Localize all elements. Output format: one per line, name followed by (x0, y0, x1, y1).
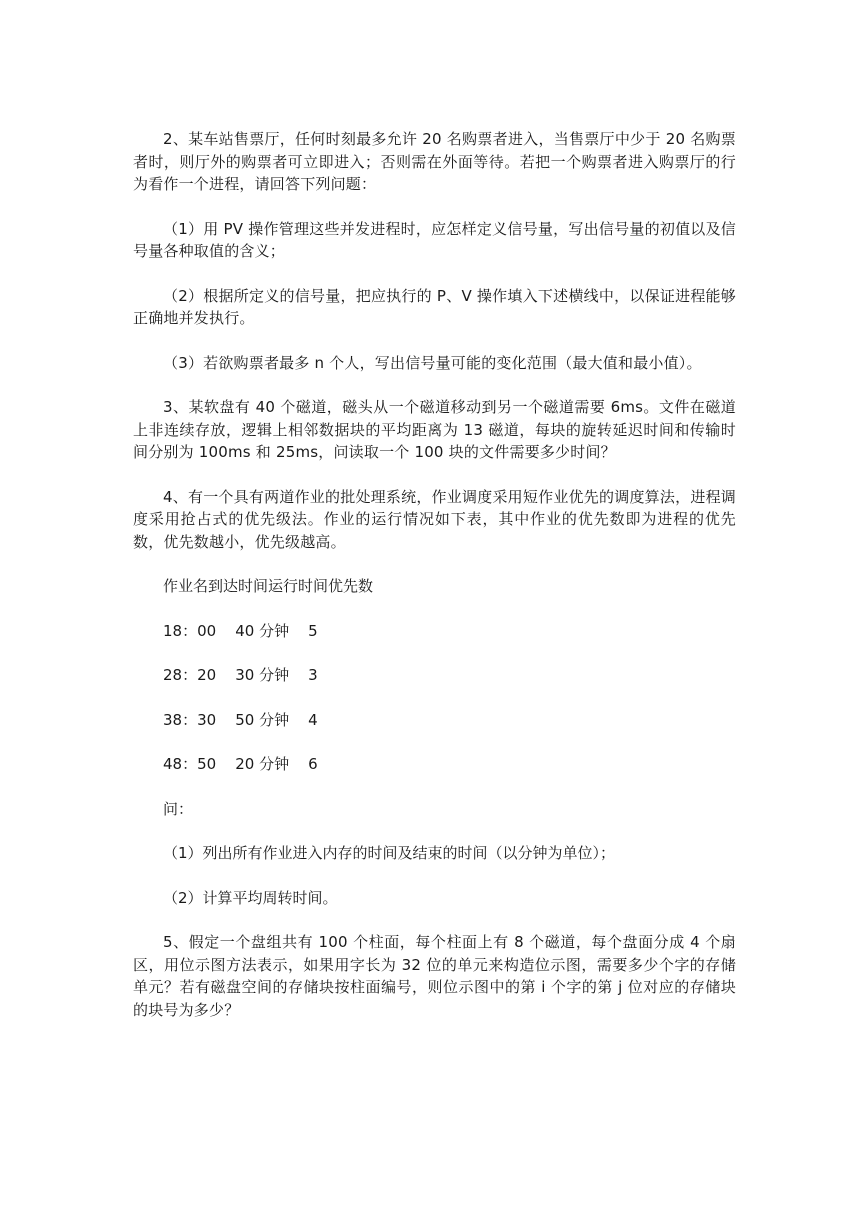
job-table-row: 48：50 20 分钟 6 (163, 755, 318, 773)
job-table-row: 38：30 50 分钟 4 (163, 710, 318, 729)
question-2-part-3: （3）若欲购票者最多 n 个人，写出信号量可能的变化范围（最大值和最小值）。 (163, 353, 702, 372)
job-table-row: 18：00 40 分钟 5 (163, 621, 318, 640)
question-4-intro: 4、有一个具有两道作业的批处理系统，作业调度采用短作业优先的调度算法，进程调度采用抢占式的优先级法。作业的运行情况如下表，其中作业的优先数即为进程的优先数，优先数越小，优先级越高。 (133, 487, 736, 551)
question-3: 3、某软盘有 40 个磁道，磁头从一个磁道移动到另一个磁道需要 6ms。文件在磁道上非连续存放，逻辑上相邻数据块的平均距离为 13 磁道，每块的旋转延迟时间和传输时间分别为 100ms 和 25ms，问读取一个 100 块的文件需要多少时间？ (133, 398, 736, 461)
question-4-part-1: （1）列出所有作业进入内存的时间及结束的时间（以分钟为单位）； (163, 844, 616, 862)
job-table-header: 作业名到达时间运行时间优先数 (163, 577, 374, 595)
question-2-part-1: （1）用 PV 操作管理这些并发进程时，应怎样定义信号量，写出信号量的初值以及信号量各种取值的含义； (133, 219, 736, 260)
question-4-ask: 问： (163, 799, 194, 818)
job-table-row: 28：20 30 分钟 3 (163, 666, 318, 684)
question-4-part-2: （2）计算平均周转时间。 (163, 888, 338, 907)
question-5: 5、假定一个盘组共有 100 个柱面，每个柱面上有 8 个磁道，每个盘面分成 4 个扇区，用位示图方法表示，如果用字长为 32 位的单元来构造位示图，需要多少个字的存储单元？若有磁盘空间的存储块按柱面编号，则位示图中的第 i 个字的第 j 位对应的存储块的块号为多少？ (133, 933, 736, 1019)
question-2-intro: 2、某车站售票厅，任何时刻最多允许 20 名购票者进入，当售票厅中少于 20 名购票者时，则厅外的购票者可立即进入；否则需在外面等待。若把一个购票者进入购票厅的行为看作一个进程，请回答下列问题： (133, 130, 736, 193)
document-body (133, 128, 736, 1021)
question-2-part-2: （2）根据所定义的信号量，把应执行的 P、V 操作填入下述横线中，以保证进程能够正确地并发执行。 (133, 286, 736, 327)
